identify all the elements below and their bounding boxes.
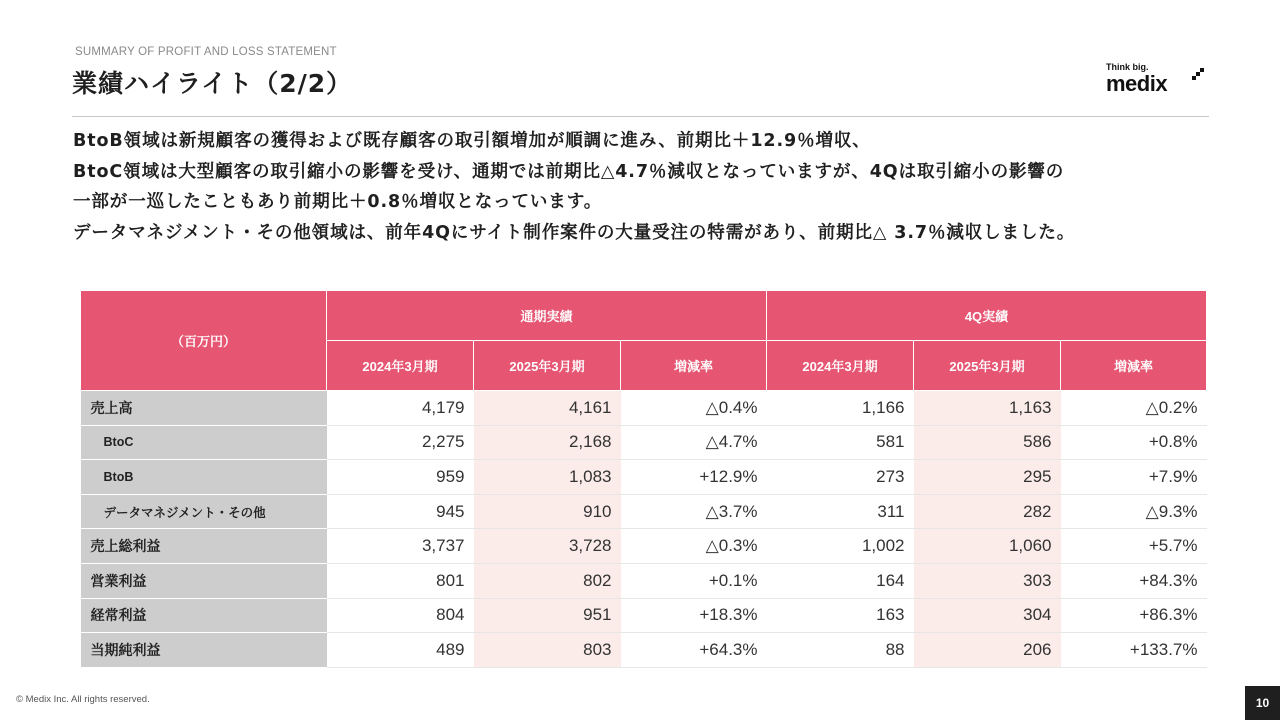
table-cell: △0.2%: [1061, 391, 1207, 426]
table-cell: 4,179: [327, 391, 474, 426]
table-cell: 3,728: [474, 529, 621, 564]
table-cell: +12.9%: [621, 460, 767, 495]
column-header: 2025年3月期: [474, 341, 621, 391]
table-cell: +18.3%: [621, 598, 767, 633]
logo-wordmark: medix: [1106, 71, 1168, 96]
copyright-notice: © Medix Inc. All rights reserved.: [16, 694, 150, 705]
logo-pixel-icon: [1192, 68, 1204, 80]
table-cell: 303: [914, 563, 1061, 598]
table-cell: △3.7%: [621, 494, 767, 529]
table-cell: 164: [767, 563, 914, 598]
row-label: BtoC: [81, 425, 327, 460]
row-label: 営業利益: [81, 563, 327, 598]
logo-tagline: Think big.: [1106, 62, 1149, 72]
table-cell: 951: [474, 598, 621, 633]
table-cell: △9.3%: [1061, 494, 1207, 529]
page-title: 業績ハイライト（2/2）: [72, 69, 353, 98]
table-cell: 295: [914, 460, 1061, 495]
table-row: [81, 563, 1207, 598]
row-label: 経常利益: [81, 598, 327, 633]
table-row: [81, 494, 1207, 529]
table-cell: 581: [767, 425, 914, 460]
table-cell: 273: [767, 460, 914, 495]
row-label: データマネジメント・その他: [81, 494, 327, 529]
table-cell: 1,060: [914, 529, 1061, 564]
table-cell: 489: [327, 633, 474, 668]
table-body: [81, 391, 1207, 668]
table-row: [81, 425, 1207, 460]
column-header: 2024年3月期: [327, 341, 474, 391]
profit-loss-table: [80, 290, 1207, 668]
table-cell: △0.4%: [621, 391, 767, 426]
table-cell: 910: [474, 494, 621, 529]
summary-text: [73, 126, 1223, 248]
table-cell: 3,737: [327, 529, 474, 564]
column-header: 増減率: [1061, 341, 1207, 391]
table-cell: 2,275: [327, 425, 474, 460]
table-row: [81, 391, 1207, 426]
row-label: 売上高: [81, 391, 327, 426]
table-cell: 1,163: [914, 391, 1061, 426]
table-cell: △0.3%: [621, 529, 767, 564]
column-header: 増減率: [621, 341, 767, 391]
table-cell: +133.7%: [1061, 633, 1207, 668]
table-cell: 801: [327, 563, 474, 598]
table-cell: 206: [914, 633, 1061, 668]
section-label: SUMMARY OF PROFIT AND LOSS STATEMENT: [75, 46, 337, 58]
table-cell: +64.3%: [621, 633, 767, 668]
table-row: [81, 633, 1207, 668]
table-cell: 945: [327, 494, 474, 529]
table-cell: +7.9%: [1061, 460, 1207, 495]
table-cell: 4,161: [474, 391, 621, 426]
table-row: [81, 460, 1207, 495]
table-cell: +0.1%: [621, 563, 767, 598]
group-header-full-year: 通期実績: [327, 291, 767, 341]
table-cell: △4.7%: [621, 425, 767, 460]
table-cell: 802: [474, 563, 621, 598]
table-cell: 959: [327, 460, 474, 495]
table-row: [81, 529, 1207, 564]
row-label: 売上総利益: [81, 529, 327, 564]
title-divider: [72, 116, 1209, 117]
column-header: 2024年3月期: [767, 341, 914, 391]
summary-line: 一部が一巡したこともあり前期比＋0.8％増収となっています。: [73, 192, 603, 212]
page-number: 10: [1245, 686, 1280, 720]
table-cell: 282: [914, 494, 1061, 529]
table-cell: 163: [767, 598, 914, 633]
table-cell: 88: [767, 633, 914, 668]
table-cell: +84.3%: [1061, 563, 1207, 598]
table-cell: 1,083: [474, 460, 621, 495]
table-cell: 1,166: [767, 391, 914, 426]
summary-line: BtoB領域は新規顧客の獲得および既存顧客の取引額増加が順調に進み、前期比＋12.9％増収、: [73, 131, 871, 151]
summary-line: BtoC領域は大型顧客の取引縮小の影響を受け、通期では前期比△4.7％減収となっていますが、4Qは取引縮小の影響の: [73, 161, 1065, 182]
unit-header: （百万円）: [81, 291, 327, 391]
row-label: 当期純利益: [81, 633, 327, 668]
table-cell: 311: [767, 494, 914, 529]
group-header-4q: 4Q実績: [767, 291, 1207, 341]
table-cell: 1,002: [767, 529, 914, 564]
table-cell: 304: [914, 598, 1061, 633]
table-cell: 2,168: [474, 425, 621, 460]
table-cell: 804: [327, 598, 474, 633]
table-cell: +0.8%: [1061, 425, 1207, 460]
summary-line: データマネジメント・その他領域は、前年4Qにサイト制作案件の大量受注の特需があり、前期比△ 3.7％減収しました。: [73, 222, 1076, 243]
table-row: [81, 598, 1207, 633]
company-logo: [1106, 62, 1206, 96]
table-cell: 803: [474, 633, 621, 668]
table-cell: +5.7%: [1061, 529, 1207, 564]
column-header: 2025年3月期: [914, 341, 1061, 391]
row-label: BtoB: [81, 460, 327, 495]
table-cell: +86.3%: [1061, 598, 1207, 633]
table-cell: 586: [914, 425, 1061, 460]
